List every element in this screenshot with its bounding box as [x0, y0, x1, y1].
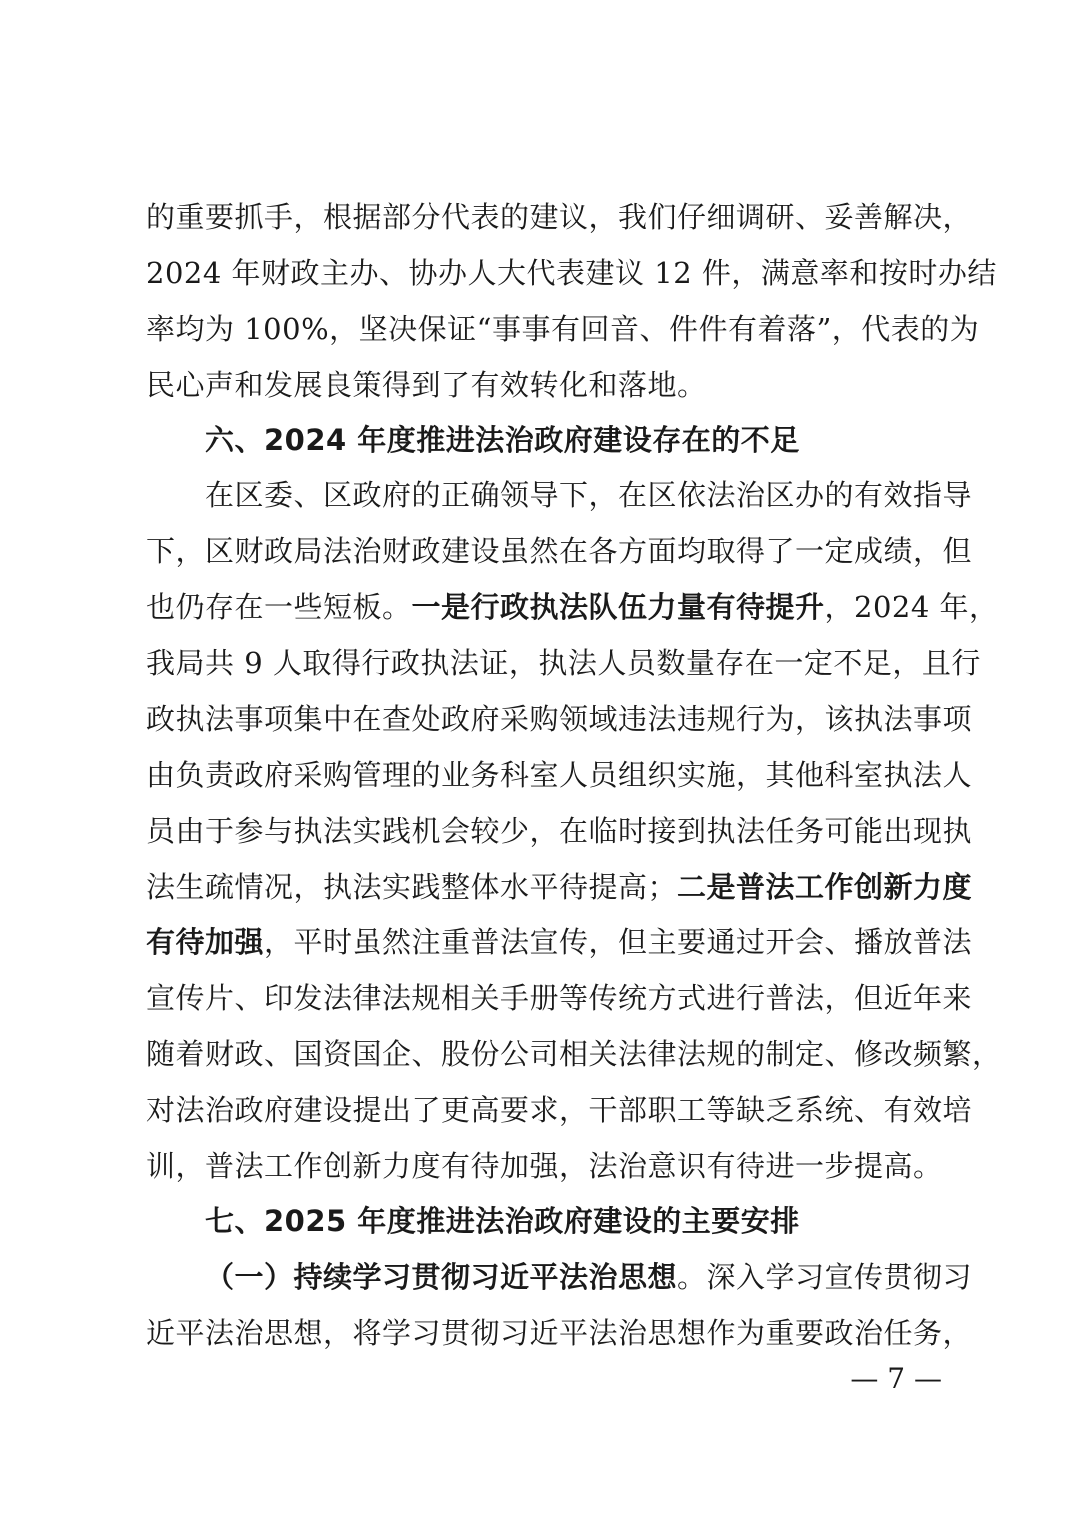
text-segment: 的重要抓手，根据部分代表的建议，我们仔细调研、妥善解决， — [146, 200, 973, 234]
paragraph-line — [146, 365, 940, 405]
paragraph-line — [146, 755, 973, 795]
text-segment: 随着财政、国资国企、股份公司相关法律法规的制定、修改频繁， — [146, 1037, 1002, 1071]
text-segment: 2024 年财政主办、协办人大代表建议 12 件，满意率和按时办结 — [146, 256, 997, 290]
text-segment: 。深入学习宣传贯彻习 — [677, 1260, 973, 1294]
paragraph-line — [146, 587, 999, 627]
text-segment: 由负责政府采购管理的业务科室人员组织实施，其他科室执法人 — [146, 758, 973, 792]
paragraph-line — [146, 253, 997, 293]
section-heading — [205, 420, 940, 460]
emphasized-text: （一）持续学习贯彻习近平法治思想 — [205, 1260, 678, 1294]
text-segment: 也仍存在一些短板。 — [146, 590, 412, 624]
paragraph-line — [146, 1034, 1002, 1074]
emphasized-text: 一是行政执法队伍力量有待提升 — [411, 590, 825, 624]
text-segment: 政执法事项集中在查处政府采购领域违法违规行为，该执法事项 — [146, 702, 973, 736]
paragraph-line — [146, 1090, 973, 1130]
text-segment: 六、2024 年度推进法治政府建设存在的不足 — [205, 423, 800, 457]
text-segment: 在区委、区政府的正确领导下，在区依法治区办的有效指导 — [205, 478, 973, 512]
text-segment: 民心声和发展良策得到了有效转化和落地。 — [146, 368, 707, 402]
text-segment: 下，区财政局法治财政建设虽然在各方面均取得了一定成绩，但 — [146, 534, 973, 568]
paragraph-line — [146, 699, 973, 739]
paragraph-line — [146, 978, 973, 1018]
section-heading — [205, 1201, 940, 1241]
text-segment: ，平时虽然注重普法宣传，但主要通过开会、播放普法 — [264, 925, 973, 959]
paragraph-line — [146, 197, 973, 237]
text-segment: 法生疏情况，执法实践整体水平待提高； — [146, 870, 678, 904]
paragraph-line — [146, 643, 981, 683]
emphasized-text: 二是普法工作创新力度 — [677, 870, 973, 904]
paragraph-line — [205, 1257, 973, 1297]
text-segment: 七、2025 年度推进法治政府建设的主要安排 — [205, 1204, 800, 1238]
text-segment: 员由于参与执法实践机会较少，在临时接到执法任务可能出现执 — [146, 814, 973, 848]
text-segment: ，2024 年， — [824, 590, 999, 624]
text-segment: 对法治政府建设提出了更高要求，干部职工等缺乏系统、有效培 — [146, 1093, 973, 1127]
paragraph-line — [146, 531, 973, 571]
paragraph-line — [205, 475, 973, 515]
paragraph-line — [146, 1146, 943, 1186]
text-segment: 训，普法工作创新力度有待加强，法治意识有待进一步提高。 — [146, 1149, 943, 1183]
paragraph-line — [146, 811, 973, 851]
paragraph-line — [146, 867, 973, 907]
text-segment: 近平法治思想，将学习贯彻习近平法治思想作为重要政治任务， — [146, 1316, 973, 1350]
paragraph-line — [146, 1313, 973, 1353]
text-segment: 宣传片、印发法律法规相关手册等传统方式进行普法，但近年来 — [146, 981, 973, 1015]
page-number: — 7 — — [850, 1362, 942, 1395]
text-segment: 我局共 9 人取得行政执法证，执法人员数量存在一定不足，且行 — [146, 646, 981, 680]
emphasized-text: 有待加强 — [146, 925, 265, 959]
paragraph-line — [146, 922, 973, 962]
text-segment: 率均为 100%，坚决保证“事事有回音、件件有着落”，代表的为 — [146, 312, 980, 346]
paragraph-line — [146, 309, 980, 349]
